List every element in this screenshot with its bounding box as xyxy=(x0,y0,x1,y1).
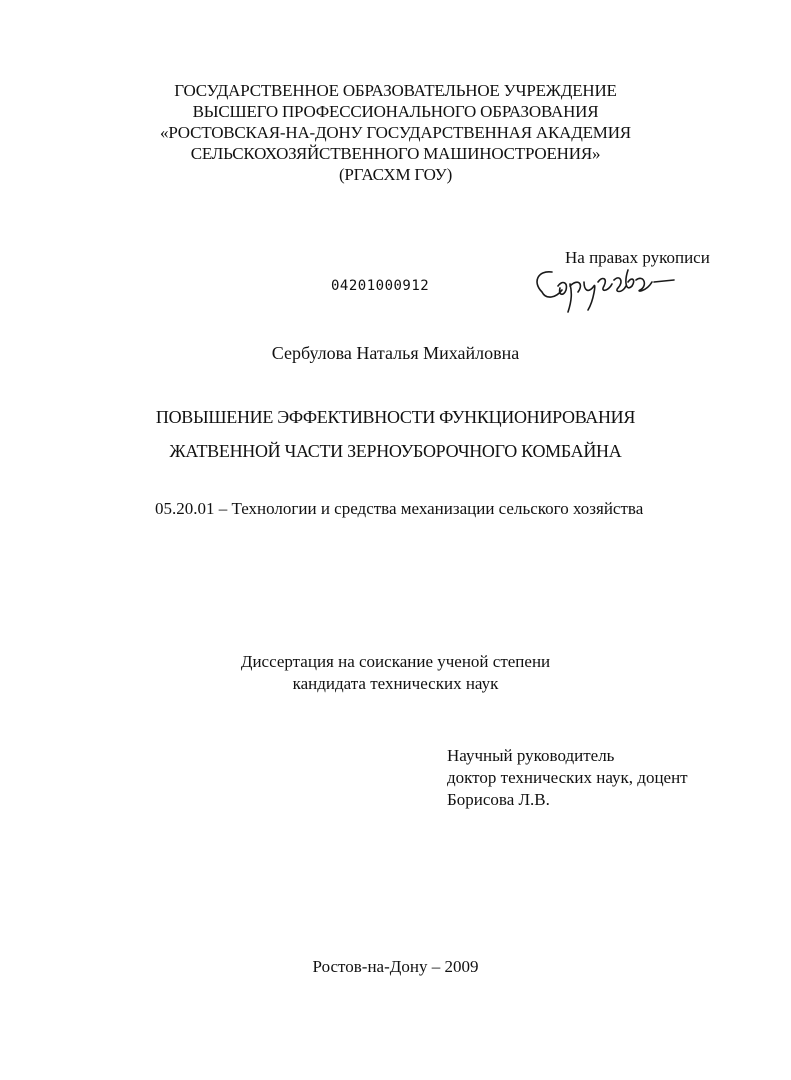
degree-line: кандидата технических наук xyxy=(292,674,499,693)
institution-line: ГОСУДАРСТВЕННОЕ ОБРАЗОВАТЕЛЬНОЕ УЧРЕЖДЕНИЕ xyxy=(174,81,617,100)
institution-header xyxy=(0,80,791,185)
title-line: ЖАТВЕННОЙ ЧАСТИ ЗЕРНОУБОРОЧНОГО КОМБАЙНА xyxy=(169,441,622,461)
degree-line: Диссертация на соискание ученой степени xyxy=(240,652,551,671)
scientific-supervisor xyxy=(447,745,688,811)
title-line: ПОВЫШЕНИЕ ЭФФЕКТИВНОСТИ ФУНКЦИОНИРОВАНИЯ xyxy=(155,407,636,427)
institution-line: (РГАСХМ ГОУ) xyxy=(338,165,453,184)
institution-line: ВЫСШЕГО ПРОФЕССИОНАЛЬНОГО ОБРАЗОВАНИЯ xyxy=(192,102,599,121)
registration-code: 04201000912 xyxy=(331,278,430,294)
supervisor-line: Научный руководитель xyxy=(447,746,615,765)
supervisor-line: доктор технических наук, доцент xyxy=(447,768,688,787)
institution-line: «РОСТОВСКАЯ-НА-ДОНУ ГОСУДАРСТВЕННАЯ АКАДЕМИЯ xyxy=(160,123,631,142)
degree-statement xyxy=(0,651,791,695)
author-name: Сербулова Наталья Михайловна xyxy=(271,343,520,363)
manuscript-note: На правах рукописи xyxy=(565,248,710,267)
supervisor-line: Борисова Л.В. xyxy=(447,790,550,809)
institution-line: СЕЛЬСКОХОЗЯЙСТВЕННОГО МАШИНОСТРОЕНИЯ» xyxy=(190,144,601,163)
dissertation-title xyxy=(0,400,791,468)
city-year: Ростов-на-Дону – 2009 xyxy=(312,957,479,976)
handwritten-signature xyxy=(528,252,678,322)
specialty-code: 05.20.01 – Технологии и средства механизации сельского хозяйства xyxy=(155,499,644,518)
